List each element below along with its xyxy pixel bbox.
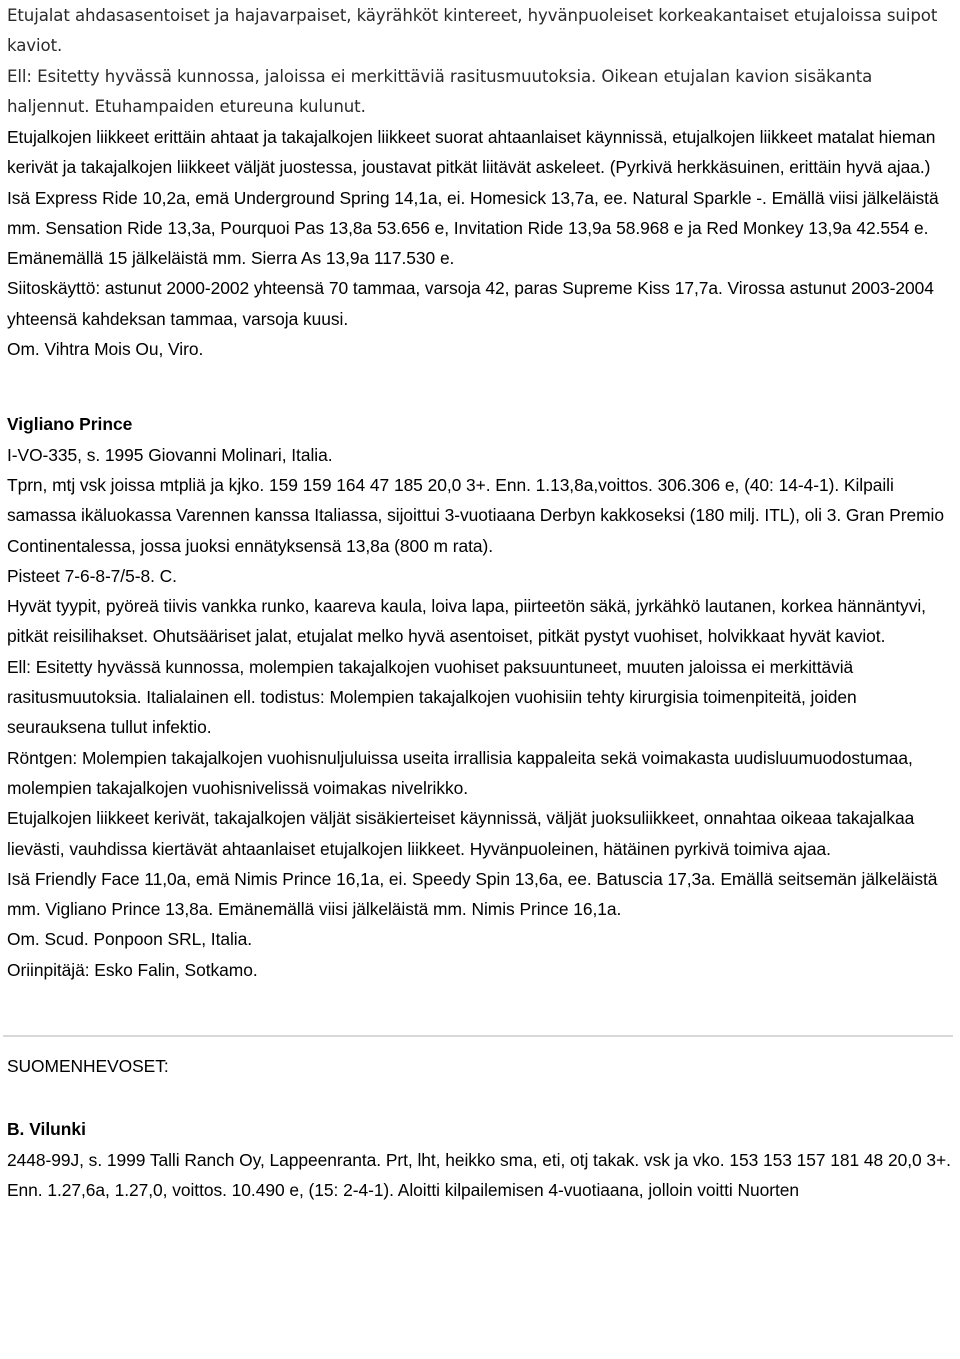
spacer	[7, 985, 953, 1035]
horse-name-heading: B. Vilunki	[7, 1119, 86, 1140]
entry-paragraph-breeding: Siitoskäyttö: astunut 2000-2002 yhteensä 70 tammaa, varsoja 42, paras Supreme Kiss 17,7a. Virossa astunut 2003-2004 yhteensä kahdeksan tammaa, varsoja kuusi.	[7, 278, 934, 329]
first-entry	[7, 0, 953, 364]
second-entry	[7, 409, 953, 985]
entry-paragraph-movement: Etujalkojen liikkeet kerivät, takajalkojen väljät sisäkierteiset käynnissä, väljät juoksuliikkeet, onnahtaa oikeaa takajalkaa lievästi, vauhdissa kiertävät ahtaanlaiset etujalkojen liikkeet. Hyvänpuoleinen, hätäinen pyrkivä toimiva ajaa.	[7, 808, 915, 859]
entry-paragraph-conformation: Hyvät tyypit, pyöreä tiivis vankka runko, kaareva kaula, loiva lapa, piirteetön säkä, jyrkähkö lautanen, korkea hännäntyvi, pitkät reisilihakset. Ohutsääriset jalat, etujalat melko hyvä asentoiset, pitkät pystyt vuohiset, holvikkaat hyvät kaviot.	[7, 596, 926, 647]
entry-paragraph-stallion-keeper: Oriinpitäjä: Esko Falin, Sotkamo.	[7, 959, 258, 980]
entry-paragraph-owner: Om. Vihtra Mois Ou, Viro.	[7, 339, 204, 360]
entry-paragraph-registration: I-VO-335, s. 1995 Giovanni Molinari, Italia.	[7, 444, 333, 465]
entry-paragraph-xray: Röntgen: Molempien takajalkojen vuohisnuljuluissa useita irrallisia kappaleita sekä voimakasta uudisluumuodostumaa, molempien takajalkojen vuohisnivelissä voimakas nivelrikko.	[7, 747, 913, 798]
entry-paragraph-description: Tprn, mtj vsk joissa mtpliä ja kjko. 159 159 164 47 185 20,0 3+. Enn. 1.13,8a,voittos. 306.306 e, (40: 14-4-1). Kilpaili samassa ikäluokassa Varennen kanssa Italiassa, sijoittui 3-vuotiaana Derbyn kakkoseksi (180 milj. ITL), oli 3. Gran Premio Continentalessa, jossa juoksi ennätyksensä 13,8a (800 m rata).	[7, 474, 944, 556]
section-heading: SUOMENHEVOSET:	[7, 1056, 169, 1077]
entry-intro-vet: Ell: Esitetty hyvässä kunnossa, jaloissa ei merkittäviä rasitusmuutoksia. Oikean etujalan kavion sisäkanta haljennut. Etuhampaiden etureuna kulunut.	[7, 67, 873, 116]
entry-paragraph-registration: 2448-99J, s. 1999 Talli Ranch Oy, Lappeenranta. Prt, lht, heikko sma, eti, otj takak. vsk ja vko. 153 153 157 181 48 20,0 3+.	[7, 1149, 951, 1170]
entry-intro-conformation: Etujalat ahdasasentoiset ja hajavarpaiset, käyrähköt kintereet, hyvänpuoleiset korkeakantaiset etujaloissa suipot kaviot.	[7, 6, 938, 55]
entry-paragraph-pedigree: Isä Express Ride 10,2a, emä Underground Spring 14,1a, ei. Homesick 13,7a, ee. Natural Sparkle -. Emällä viisi jälkeläistä mm. Sensation Ride 13,3a, Pourquoi Pas 13,8a 53.656 e, Invitation Ride 13,9a 58.968 e ja Red Monkey 13,9a 42.554 e. Emänemällä 15 jälkeläistä mm. Sierra As 13,9a 117.530 e.	[7, 187, 939, 269]
entry-paragraph-movement: Etujalkojen liikkeet erittäin ahtaat ja takajalkojen liikkeet suorat ahtaanlaiset käynnissä, etujalkojen liikkeet matalat hieman kerivät ja takajalkojen liikkeet väljät juostessa, joustavat pitkät liitävät askeleet. (Pyrkivä herkkäsuinen, erittäin hyvä ajaa.)	[7, 127, 936, 178]
entry-paragraph-vet: Ell: Esitetty hyvässä kunnossa, molempien takajalkojen vuohiset paksuuntuneet, muuten jaloissa ei merkittäviä rasitusmuutoksia. Italialainen ell. todistus: Molempien takajalkojen vuohisiin tehty kirurgisia toimenpiteitä, joiden seurauksena tullut infektio.	[7, 656, 857, 738]
document-page	[7, 0, 953, 1205]
entry-paragraph-owner: Om. Scud. Ponpoon SRL, Italia.	[7, 929, 253, 950]
spacer	[7, 1037, 953, 1051]
horse-name-heading: Vigliano Prince	[7, 414, 133, 435]
entry-paragraph-points: Pisteet 7-6-8-7/5-8. C.	[7, 565, 177, 586]
spacer	[7, 364, 953, 409]
entry-paragraph-pedigree: Isä Friendly Face 11,0a, emä Nimis Prince 16,1a, ei. Speedy Spin 13,6a, ee. Batuscia 17,3a. Emällä seitsemän jälkeläistä mm. Vigliano Prince 13,8a. Emänemällä viisi jälkeläistä mm. Nimis Prince 16,1a.	[7, 868, 938, 920]
third-entry	[7, 1114, 953, 1205]
spacer	[7, 1081, 953, 1114]
entry-paragraph-record: Enn. 1.27,6a, 1.27,0, voittos. 10.490 e, (15: 2-4-1). Aloitti kilpailemisen 4-vuotiaana, jolloin voitti Nuorten	[7, 1179, 799, 1200]
